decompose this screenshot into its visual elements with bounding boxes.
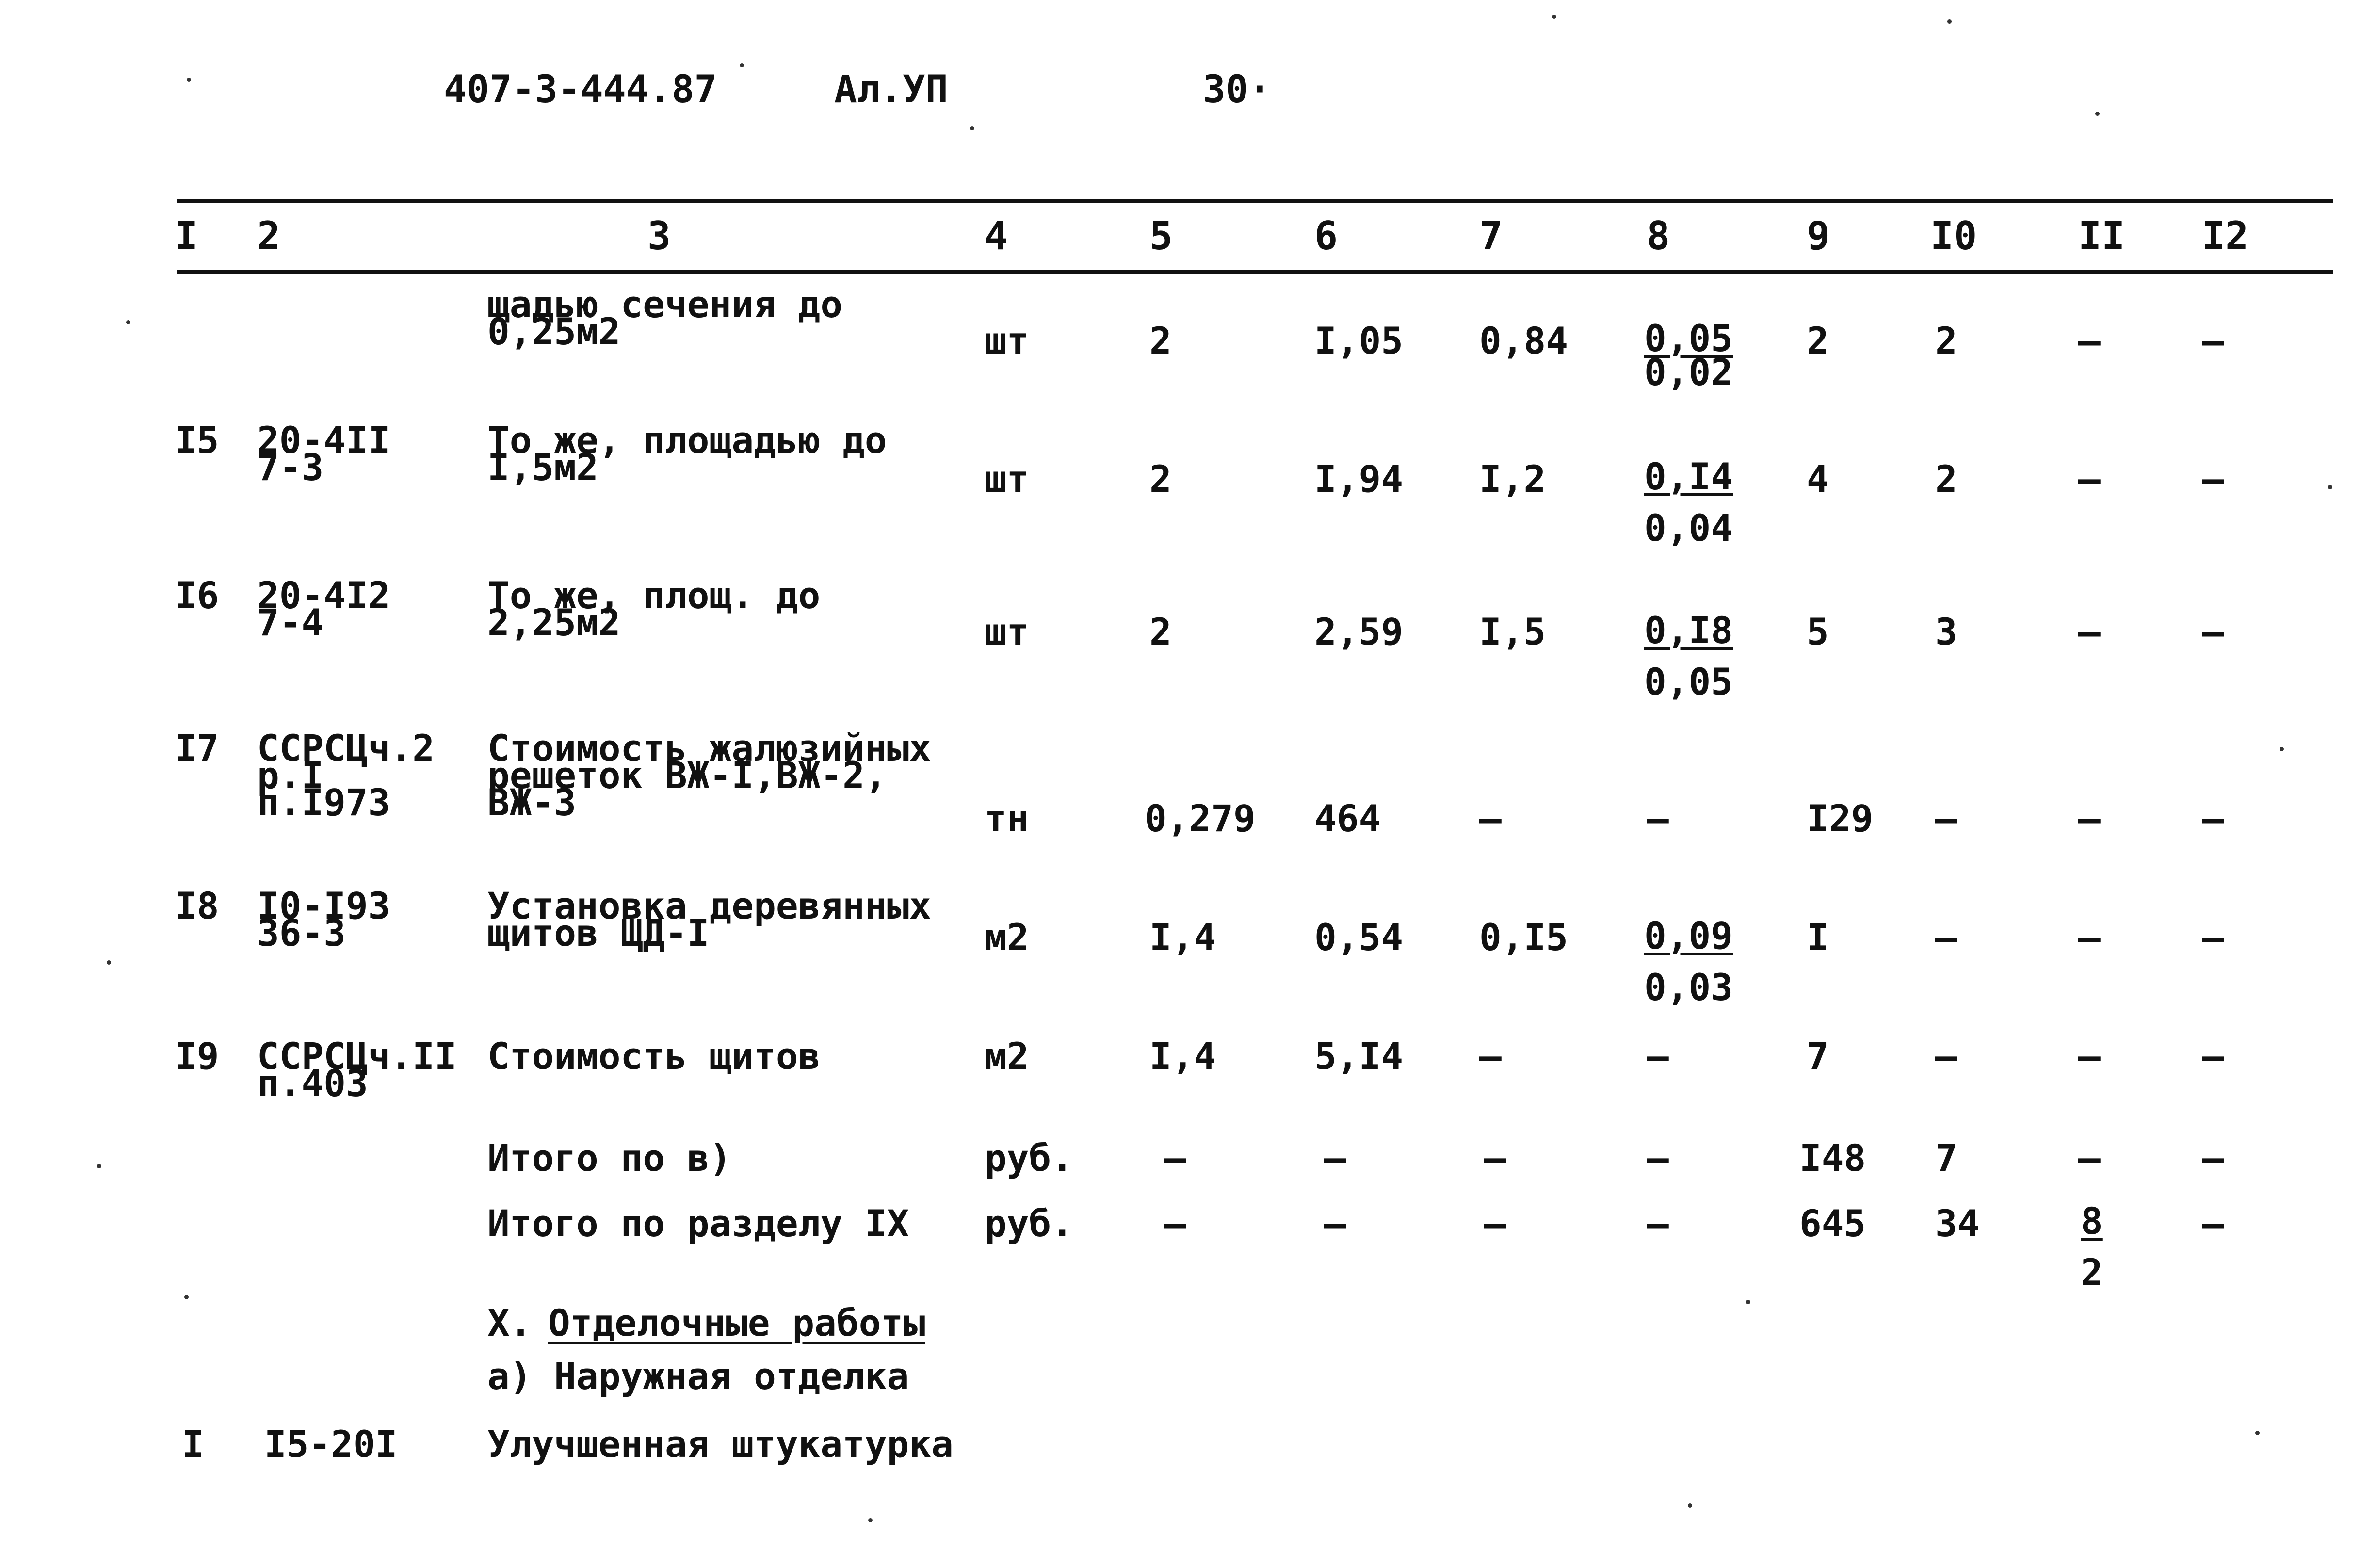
machine-cost: –	[1647, 797, 1669, 840]
row-number: I9	[175, 1035, 219, 1078]
total-wages: –	[1935, 1035, 1957, 1078]
machine-cost-fraction	[1644, 455, 1733, 550]
work-description: То же, площ. до 2,25м2	[487, 574, 821, 644]
total-cost: 645	[1799, 1202, 1866, 1245]
page-number: 30·	[1203, 68, 1271, 112]
column-header: 9	[1807, 213, 1830, 259]
column-header: 8	[1647, 213, 1670, 259]
quantity: I,4	[1149, 1035, 1216, 1078]
total-cost: 4	[1807, 457, 1829, 501]
unit: шт	[985, 319, 1029, 362]
scan-speck	[97, 1164, 101, 1168]
total-cost: 5	[1807, 610, 1829, 653]
col-12-value: –	[2202, 457, 2224, 501]
unit: тн	[985, 797, 1029, 840]
column-header: I2	[2202, 213, 2249, 259]
machine-cost-fraction	[1644, 317, 1733, 394]
table-header-rule	[177, 270, 2333, 274]
unit-cost: I,94	[1314, 457, 1404, 501]
wage-cost: 0,84	[1479, 319, 1568, 362]
total-wages: –	[1935, 797, 1957, 840]
work-description: Стоимость жалюзийных решеток ВЖ-I,ВЖ-2, ВЖ-3	[487, 727, 932, 824]
scan-speck	[1746, 1300, 1750, 1304]
machine-cost: –	[1647, 1202, 1669, 1245]
machine-cost: –	[1647, 1136, 1669, 1180]
fraction-numerator: 0,I8	[1644, 609, 1733, 652]
unit: руб.	[985, 1136, 1074, 1180]
wage-cost: 0,I5	[1479, 916, 1568, 959]
scan-speck	[740, 63, 744, 67]
total-cost: 7	[1807, 1035, 1829, 1078]
fraction-denominator: 0,04	[1644, 506, 1733, 550]
col-12-value: –	[2202, 797, 2224, 840]
col-11-value: –	[2078, 1136, 2101, 1180]
total-wages: 7	[1935, 1136, 1957, 1180]
scan-speck	[1552, 15, 1556, 19]
total-cost: I48	[1799, 1136, 1866, 1180]
wage-cost: –	[1479, 1035, 1502, 1078]
unit: м2	[985, 916, 1029, 959]
unit: шт	[985, 610, 1029, 653]
price-reference: ССРСЦч.II п.403	[257, 1035, 457, 1105]
col-12-value: –	[2202, 1202, 2224, 1245]
unit-cost: 0,54	[1314, 916, 1404, 959]
col-12-value: –	[2202, 319, 2224, 362]
unit: руб.	[985, 1202, 1074, 1245]
col-11-value: –	[2078, 319, 2101, 362]
machine-cost: –	[1647, 1035, 1669, 1078]
section-total-label: Итого по разделу IX	[487, 1202, 909, 1245]
album-label: Ал.УП	[834, 68, 948, 112]
scan-speck	[1688, 1503, 1692, 1508]
subtotal-label: Итого по в)	[487, 1136, 732, 1180]
fraction-numerator: 0,09	[1644, 914, 1733, 957]
col-11-value: –	[2078, 1035, 2101, 1078]
col-11-value: –	[2078, 916, 2101, 959]
section-number: X.	[487, 1301, 532, 1344]
fraction-denominator: 0,05	[1644, 660, 1733, 703]
row-number: I7	[175, 727, 219, 770]
scan-speck	[187, 78, 191, 82]
row-number: I6	[175, 574, 219, 617]
scan-speck	[126, 320, 130, 324]
total-wages: 34	[1935, 1202, 1980, 1245]
fraction-numerator: 0,I4	[1644, 455, 1733, 498]
column-header: I	[175, 213, 198, 259]
col-11-value: –	[2078, 610, 2101, 653]
fraction-denominator: 2	[2081, 1251, 2103, 1294]
price-reference: I0-I93 36-3	[257, 884, 390, 954]
scan-speck	[868, 1518, 873, 1522]
column-header: 5	[1149, 213, 1173, 259]
col-11-value: –	[2078, 797, 2101, 840]
unit-cost: 464	[1314, 797, 1381, 840]
total-wages: –	[1935, 916, 1957, 959]
col-12-value: –	[2202, 1035, 2224, 1078]
scan-speck	[2328, 485, 2332, 489]
col-12-value: –	[2202, 1136, 2224, 1180]
work-description: щадью сечения до 0,25м2	[487, 283, 843, 353]
column-header: 6	[1314, 213, 1338, 259]
scan-speck	[2255, 1431, 2260, 1435]
table-top-rule	[177, 199, 2333, 203]
scan-speck	[107, 960, 111, 965]
column-header: I0	[1930, 213, 1977, 259]
col-12-value: –	[2202, 916, 2224, 959]
total-wages: 3	[1935, 610, 1957, 653]
unit: м2	[985, 1035, 1029, 1078]
quantity: –	[1164, 1202, 1186, 1245]
machine-cost-fraction	[1644, 914, 1733, 1009]
total-cost: I	[1807, 916, 1829, 959]
scan-speck	[1947, 19, 1952, 24]
price-reference: ССРСЦч.2 р.I п.I973	[257, 727, 435, 824]
quantity: 0,279	[1145, 797, 1256, 840]
total-cost: I29	[1807, 797, 1874, 840]
work-description: Установка деревянных щитов ЩД-I	[487, 884, 932, 954]
fraction-numerator: 8	[2081, 1199, 2103, 1243]
row-number: I	[182, 1423, 204, 1466]
quantity: 2	[1149, 457, 1172, 501]
wage-cost: –	[1484, 1136, 1506, 1180]
price-reference: 20-4I2 7-4	[257, 574, 390, 644]
unit-cost: 2,59	[1314, 610, 1404, 653]
col-11-value: –	[2078, 457, 2101, 501]
column-header: II	[2078, 213, 2125, 259]
wage-cost: –	[1484, 1202, 1506, 1245]
subsection-title: а) Наружная отделка	[487, 1355, 909, 1398]
fraction-denominator: 0,02	[1644, 351, 1733, 394]
work-description: Стоимость щитов	[487, 1035, 821, 1078]
scan-speck	[184, 1295, 189, 1299]
unit-cost: I,05	[1314, 319, 1404, 362]
unit: шт	[985, 457, 1029, 501]
column-header: 4	[985, 213, 1008, 259]
unit-cost: –	[1324, 1136, 1346, 1180]
fraction-numerator: 0,05	[1644, 317, 1733, 360]
work-description: То же, площадью до I,5м2	[487, 419, 887, 489]
wage-cost: I,2	[1479, 457, 1546, 501]
column-header: 7	[1479, 213, 1503, 259]
col-12-value: –	[2202, 610, 2224, 653]
price-reference: I5-20I	[264, 1423, 398, 1466]
col-11-fraction	[2081, 1199, 2122, 1294]
quantity: 2	[1149, 319, 1172, 362]
column-header: 3	[647, 213, 671, 259]
wage-cost: –	[1479, 797, 1502, 840]
unit-cost: –	[1324, 1202, 1346, 1245]
unit-cost: 5,I4	[1314, 1035, 1404, 1078]
total-wages: 2	[1935, 457, 1957, 501]
fraction-denominator: 0,03	[1644, 966, 1733, 1009]
scan-speck	[2095, 112, 2100, 116]
work-description: Улучшенная штукатурка	[487, 1423, 954, 1466]
quantity: –	[1164, 1136, 1186, 1180]
column-header: 2	[257, 213, 281, 259]
quantity: I,4	[1149, 916, 1216, 959]
section-title: Отделочные работы	[548, 1301, 925, 1344]
total-cost: 2	[1807, 319, 1829, 362]
scan-speck	[2280, 747, 2284, 751]
wage-cost: I,5	[1479, 610, 1546, 653]
price-reference: 20-4II 7-3	[257, 419, 390, 489]
machine-cost-fraction	[1644, 609, 1733, 703]
document-code: 407-3-444.87	[444, 68, 717, 112]
scan-speck	[970, 126, 974, 130]
row-number: I8	[175, 884, 219, 927]
total-wages: 2	[1935, 319, 1957, 362]
quantity: 2	[1149, 610, 1172, 653]
row-number: I5	[175, 419, 219, 462]
